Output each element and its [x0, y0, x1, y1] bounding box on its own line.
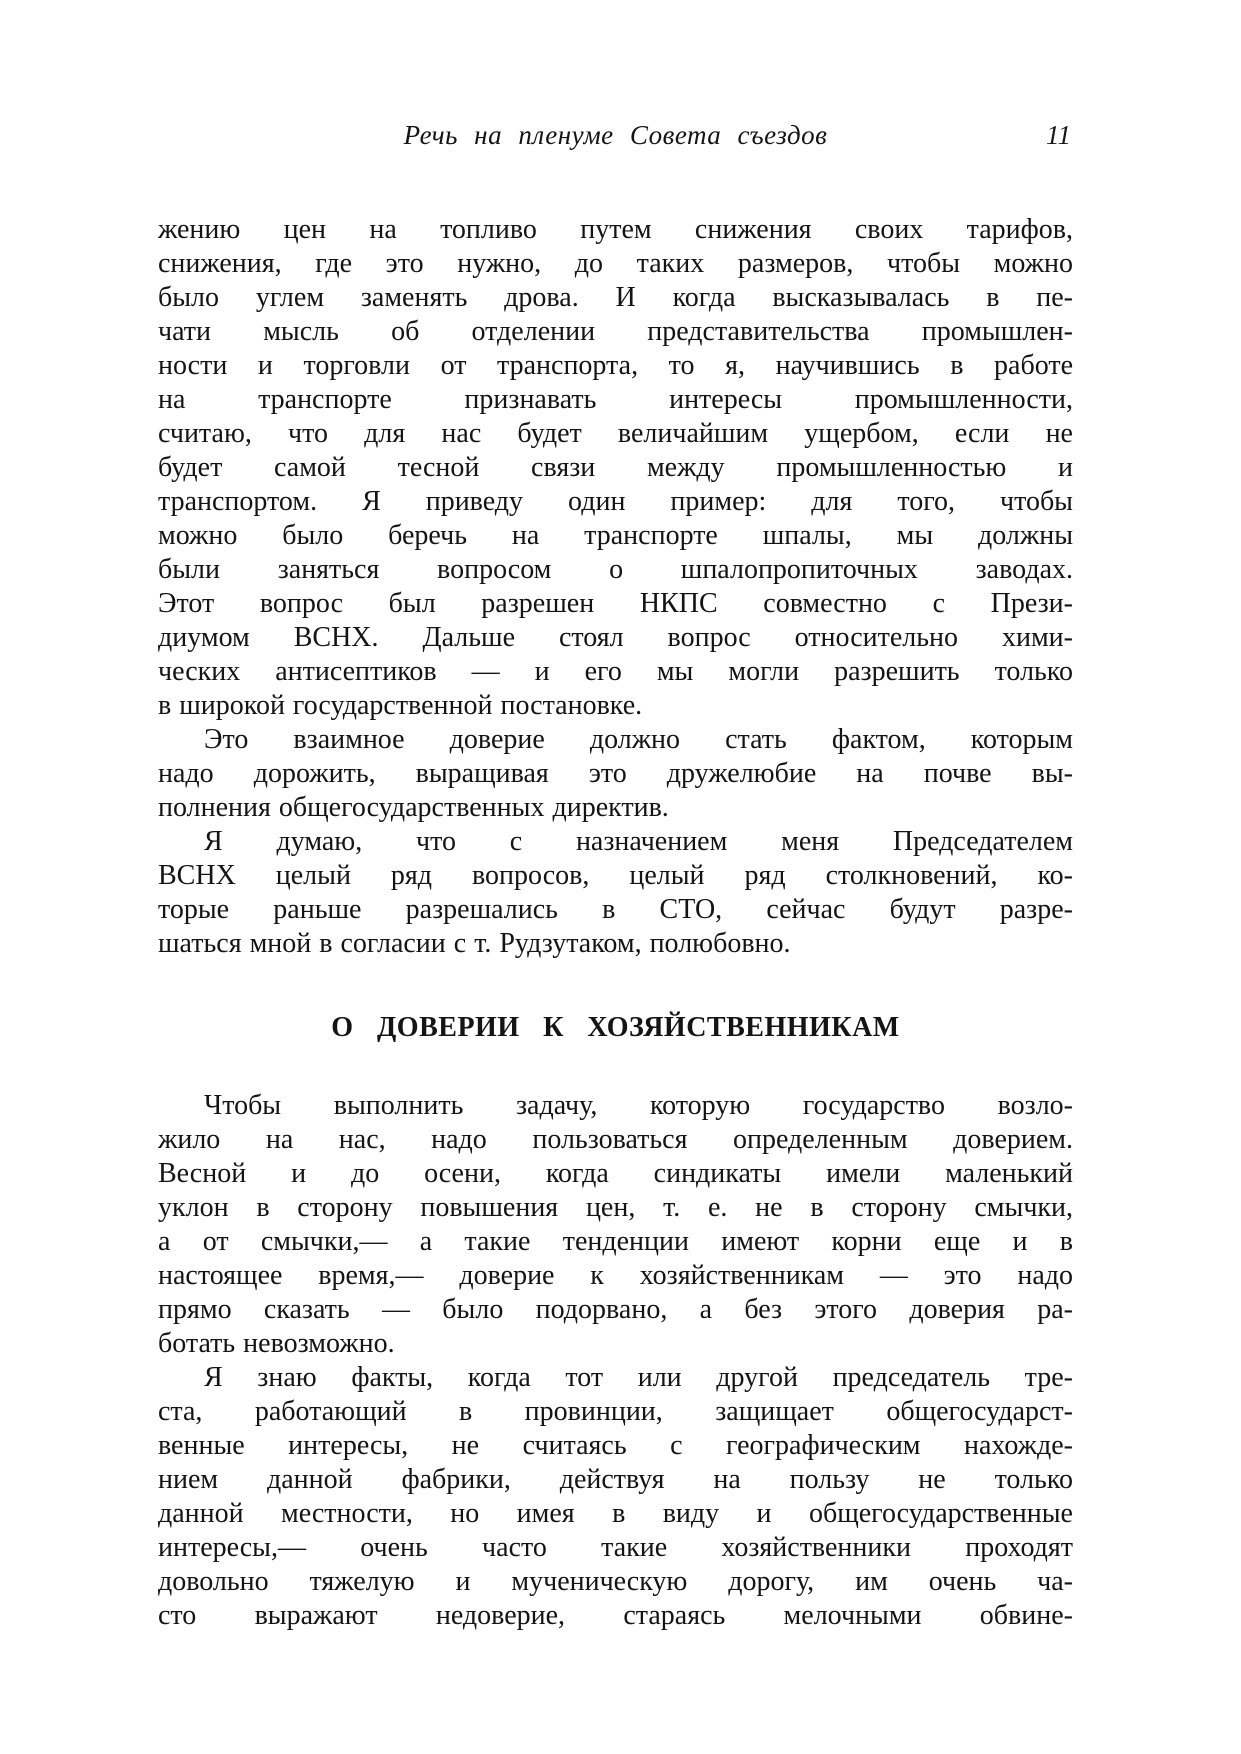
text-line: считаю, что для нас будет величайшим ущербом, если не: [158, 418, 1073, 449]
text-line: жило на нас, надо пользоваться определенным доверием.: [158, 1124, 1073, 1155]
text-column: [158, 118, 1073, 1633]
paragraph: [158, 1361, 1073, 1633]
text-line: торые раньше разрешались в СТО, сейчас будут разре-: [158, 894, 1073, 925]
text-line: Я думаю, что с назначением меня Председателем: [204, 826, 1073, 857]
text-line: сто выражают недоверие, стараясь мелочными обвине-: [158, 1600, 1073, 1631]
text-line: прямо сказать — было подорвано, а без этого доверия ра-: [158, 1294, 1073, 1325]
body-text: [158, 213, 1073, 1633]
text-line: ческих антисептиков — и его мы могли разрешить только: [158, 656, 1073, 687]
text-line: а от смычки,— а такие тенденции имеют корни еще и в: [158, 1226, 1073, 1257]
text-line: были заняться вопросом о шпалопропиточных заводах.: [158, 554, 1073, 585]
running-header: [158, 118, 1073, 158]
text-line: ста, работающий в провинции, защищает общегосударст-: [158, 1396, 1073, 1427]
text-line: венные интересы, не считаясь с географическим нахожде-: [158, 1430, 1073, 1461]
text-line: будет самой тесной связи между промышленностью и: [158, 452, 1073, 483]
text-line: чати мысль об отделении представительства промышлен-: [158, 316, 1073, 347]
text-line: Весной и до осени, когда синдикаты имели маленький: [158, 1158, 1073, 1189]
text-line: шаться мной в согласии с т. Рудзутаком, полюбовно.: [158, 928, 791, 959]
text-line: было углем заменять дрова. И когда высказывалась в пе-: [158, 282, 1073, 313]
text-line: довольно тяжелую и мученическую дорогу, им очень ча-: [158, 1566, 1073, 1597]
text-line: данной местности, но имея в виду и общегосударственные: [158, 1498, 1073, 1529]
running-title: Речь на пленуме Совета съездов: [403, 120, 828, 150]
section-heading: О ДОВЕРИИ К ХОЗЯЙСТВЕННИКАМ: [331, 1012, 900, 1043]
text-line: уклон в сторону повышения цен, т. е. не в сторону смычки,: [158, 1192, 1073, 1223]
text-line: снижения, где это нужно, до таких размеров, чтобы можно: [158, 248, 1073, 279]
text-line: транспортом. Я приведу один пример: для того, чтобы: [158, 486, 1073, 517]
text-line: на транспорте признавать интересы промышленности,: [158, 384, 1073, 415]
paragraph: [158, 723, 1073, 825]
text-line: жению цен на топливо путем снижения своих тарифов,: [158, 214, 1073, 245]
paragraph: [158, 825, 1073, 961]
text-line: ности и торговли от транспорта, то я, научившись в работе: [158, 350, 1073, 381]
paragraph: [158, 1089, 1073, 1361]
text-line: Это взаимное доверие должно стать фактом, которым: [204, 724, 1073, 755]
text-line: настоящее время,— доверие к хозяйственникам — это надо: [158, 1260, 1073, 1291]
text-line: Этот вопрос был разрешен НКПС совместно с Прези-: [158, 588, 1073, 619]
text-line: в широкой государственной постановке.: [158, 690, 643, 721]
page-number: 11: [1046, 120, 1071, 150]
text-line: можно было беречь на транспорте шпалы, мы должны: [158, 520, 1073, 551]
text-line: интересы,— очень часто такие хозяйственники проходят: [158, 1532, 1073, 1563]
text-line: нием данной фабрики, действуя на пользу не только: [158, 1464, 1073, 1495]
text-line: Я знаю факты, когда тот или другой председатель тре-: [204, 1362, 1073, 1393]
text-line: надо дорожить, выращивая это дружелюбие на почве вы-: [158, 758, 1073, 789]
paragraph: [158, 213, 1073, 723]
text-line: Чтобы выполнить задачу, которую государство возло-: [204, 1090, 1073, 1121]
text-line: полнения общегосударственных директив.: [158, 792, 669, 823]
text-line: диумом ВСНХ. Дальше стоял вопрос относительно хими-: [158, 622, 1073, 653]
text-line: ботать невозможно.: [158, 1328, 395, 1359]
text-line: ВСНХ целый ряд вопросов, целый ряд столкновений, ко-: [158, 860, 1073, 891]
